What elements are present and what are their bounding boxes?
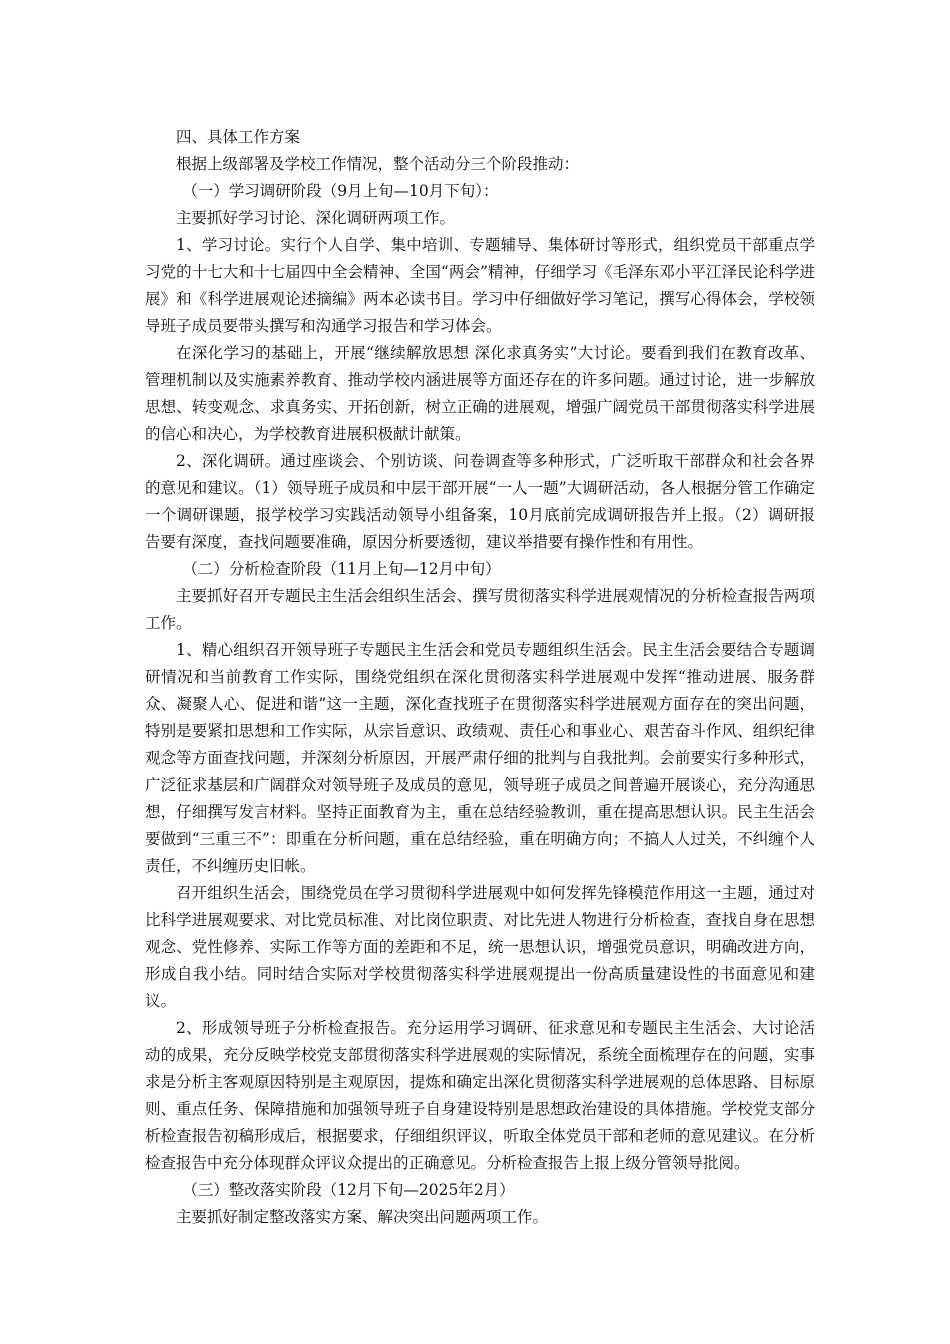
paragraph: 2、形成领导班子分析检查报告。充分运用学习调研、征求意见和专题民主生活会、大讨论活动的成果，充分反映学校党支部贯彻落实科学进展观的实际情况，系统全面梳理存在的问题，实事求是分析主客观原因特别是主观原因，提炼和确定出深化贯彻落实科学进展观的总体思路、目标原则、重点任务、保障措施和加强领导班子自身建设特别是思想政治建设的具体措施。学校党支部分析检查报告初稿形成后，根据要求，仔细组织评议，听取全体党员干部和老师的意见建议。在分析检查报告中充分体现群众评议众提出的正确意见。分析检查报告上报上级分管领导批阅。 [145,1019,815,1172]
paragraph: 1、精心组织召开领导班子专题民主生活会和党员专题组织生活会。民主生活会要结合专题调研情况和当前教育工作实际，围绕党组织在深化贯彻落实科学进展观中发挥“推动进展、服务群众、凝聚人心、促进和谐”这一主题，深化查找班子在贯彻落实科学进展观方面存在的突出问题，特别是要紧扣思想和工作实际，从宗旨意识、政绩观、责任心和事业心、艰苦奋斗作风、组织纪律观念等方面查找问题，并深刻分析原因，开展严肃仔细的批判与自我批判。会前要实行多种形式，广泛征求基层和广阔群众对领导班子及成员的意见，领导班子成员之间普遍开展谈心，充分沟通思想，仔细撰写发言材料。坚持正面教育为主，重在总结经验教训，重在提高思想认识。民主生活会要做到“三重三不”：即重在分析问题，重在总结经验，重在明确方向；不搞人人过关，不纠缠个人责任，不纠缠历史旧帐。 [145,641,815,875]
paragraph: 1、学习讨论。实行个人自学、集中培训、专题辅导、集体研讨等形式，组织党员干部重点学习党的十七大和十七届四中全会精神、全国“两会”精神，仔细学习《毛泽东邓小平江泽民论科学进展》和《科学进展观论述摘编》两本必读书目。学习中仔细做好学习笔记，撰写心得体会，学校领导班子成员要带头撰写和沟通学习报告和学习体会。 [145,236,815,335]
stage-heading: （三）整改落实阶段（12月下旬—2025年2月） [182,1181,515,1199]
stage-heading: （二）分析检查阶段（11月上旬—12月中旬） [182,560,501,578]
stage-heading: （一）学习调研阶段（9月上旬—10月下旬）： [182,182,499,200]
section-heading: 四、具体工作方案 [176,128,301,146]
paragraph: 召开组织生活会，围绕党员在学习贯彻科学进展观中如何发挥先锋模范作用这一主题，通过对比科学进展观要求、对比党员标准、对比岗位职责、对比先进人物进行分析检查，查找自身在思想观念、党性修养、实际工作等方面的差距和不足，统一思想认识，增强党员意识，明确改进方向，形成自我小结。同时结合实际对学校贯彻落实科学进展观提出一份高质量建设性的书面意见和建议。 [145,884,815,1010]
paragraph: 根据上级部署及学校工作情况，整个活动分三个阶段推动： [176,155,580,173]
paragraph: 主要抓好学习讨论、深化调研两项工作。 [176,209,456,227]
paragraph: 主要抓好召开专题民主生活会组织生活会、撰写贯彻落实科学进展观情况的分析检查报告两项工作。 [145,587,815,632]
document-body [145,124,815,1231]
paragraph: 2、深化调研。通过座谈会、个别访谈、问卷调查等多种形式，广泛听取干部群众和社会各界的意见和建议。（1）领导班子成员和中层干部开展“一人一题”大调研活动，各人根据分管工作确定一个调研课题，报学校学习实践活动领导小组备案，10月底前完成调研报告并上报。（2）调研报告要有深度，查找问题要准确，原因分析要透彻，建议举措要有操作性和有用性。 [145,452,815,551]
paragraph: 在深化学习的基础上，开展“继续解放思想 深化求真务实”大讨论。要看到我们在教育改革、管理机制以及实施素养教育、推动学校内涵进展等方面还存在的许多问题。通过讨论，进一步解放思想、转变观念、求真务实、开拓创新，树立正确的进展观，增强广阔党员干部贯彻落实科学进展的信心和决心，为学校教育进展积极献计献策。 [145,344,815,443]
paragraph: 主要抓好制定整改落实方案、解决突出问题两项工作。 [176,1208,549,1226]
